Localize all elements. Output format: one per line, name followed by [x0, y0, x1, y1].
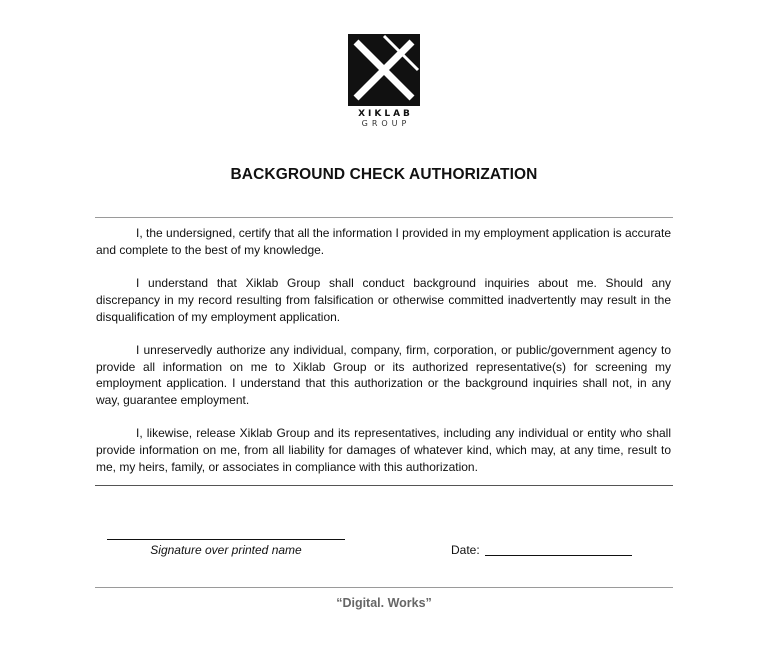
document-body	[96, 225, 671, 492]
date-label: Date:	[451, 543, 480, 557]
document-title: BACKGROUND CHECK AUTHORIZATION	[230, 166, 538, 183]
company-logo	[344, 34, 424, 132]
bottom-divider	[95, 485, 673, 486]
footer-tagline: “Digital. Works”	[336, 596, 432, 610]
signature-label: Signature over printed name	[150, 543, 302, 557]
paragraph-authorize: I unreservedly authorize any individual, company, firm, corporation, or public/government agency to provide all information on me to Xiklab Group or its authorized representative(s) for screening my employment application. I understand that this authorization or the background inquiries shall not, in any way, guarantee employment.	[96, 342, 671, 407]
logo-name: XIKLAB	[358, 109, 413, 119]
paragraph-certify: I, the undersigned, certify that all the information I provided in my employment application is accurate and complete to the best of my knowledge.	[96, 226, 671, 257]
footer-divider	[95, 587, 673, 588]
xiklab-logo-icon	[348, 34, 420, 106]
paragraph-release: I, likewise, release Xiklab Group and its representatives, including any individual or entity who shall provide information on me, from all liability for damages of whatever kind, which may, at any time, result to me, my heirs, family, or associates in compliance with this authorization.	[96, 426, 671, 474]
logo-subtitle: GROUP	[361, 119, 411, 128]
signature-line[interactable]	[107, 539, 345, 540]
top-divider	[95, 217, 673, 218]
paragraph-inquiries: I understand that Xiklab Group shall conduct background inquiries about me. Should any discrepancy in my record resulting from falsification or otherwise committed inadvertently may result in the disqualification of my employment application.	[96, 276, 671, 324]
date-line[interactable]	[485, 555, 632, 556]
